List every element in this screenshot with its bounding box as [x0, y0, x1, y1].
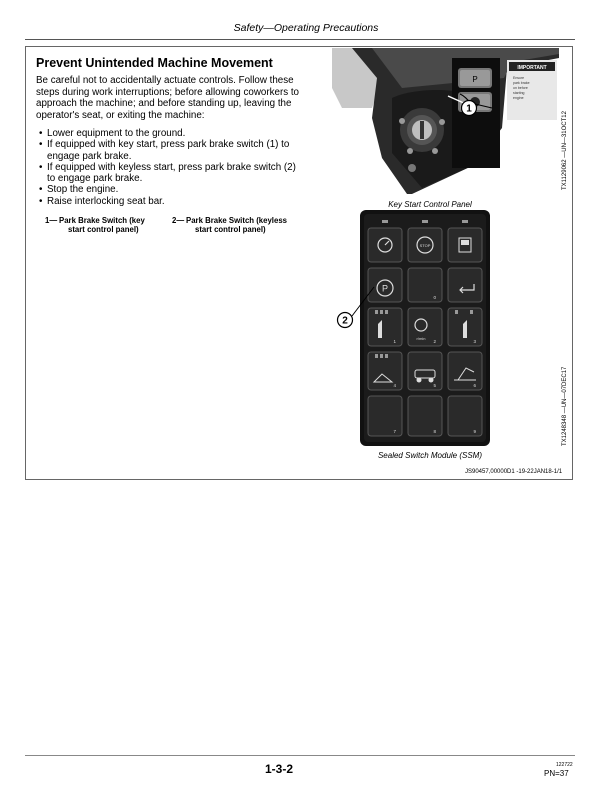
figure2-side-code: TX1248348 —UN—07DEC17: [562, 366, 568, 446]
ignition-switch: [400, 108, 444, 152]
callout-2: 2: [342, 315, 348, 327]
key-number: 1: [393, 339, 396, 344]
key-label-rpm: r/min: [416, 336, 426, 341]
key-number: 2: [433, 339, 436, 344]
legend-text: start control panel): [68, 225, 139, 234]
key-park-brake: [368, 268, 402, 302]
legend-text: Park Brake Switch (key: [59, 216, 145, 225]
reference-code: JS90457,00000D1 -19-22JAN18-1/1: [465, 469, 563, 475]
button-label: P: [472, 75, 478, 84]
key-0: [408, 268, 442, 302]
key-start-panel-photo: [332, 48, 559, 195]
sealed-switch-module: [330, 210, 570, 450]
key-number: 9: [473, 429, 476, 434]
figure1-caption: Key Start Control Panel: [388, 200, 472, 209]
key-number: 8: [433, 429, 436, 434]
key-5: [408, 352, 442, 390]
key-3: [448, 308, 482, 346]
key-number: 5: [433, 383, 436, 388]
sticker-text: park brake: [513, 81, 530, 85]
pn-label: PN=37: [544, 769, 569, 778]
bullet-item: • Stop the engine.: [36, 184, 306, 195]
key-number: 0: [433, 295, 436, 300]
section-title: Prevent Unintended Machine Movement: [36, 56, 273, 70]
sticker-text: engine: [513, 96, 524, 100]
key-4: [368, 352, 402, 390]
header-rule: [25, 39, 575, 40]
bullet-item: • If equipped with keyless start, press park brake switch (2) to engage park brake.: [36, 162, 306, 185]
page-header-title: Safety—Operating Precautions: [233, 22, 379, 34]
bullet-item: • Lower equipment to the ground.: [36, 128, 306, 139]
callout-1: 1: [466, 103, 472, 115]
key-label-stop: STOP: [419, 243, 431, 248]
key-2: [408, 308, 442, 346]
key-label-park: P: [381, 283, 389, 294]
key-number: 7: [393, 429, 396, 434]
figure1-side-code: TX1129062 —UN—31OCT12: [562, 111, 568, 190]
figure2-caption: Sealed Switch Module (SSM): [377, 451, 483, 460]
key-number: 6: [473, 383, 476, 388]
key-7: [368, 396, 402, 436]
footer-code: 122722: [556, 762, 573, 768]
page-number: 1-3-2: [265, 762, 294, 776]
key-number: 3: [473, 339, 476, 344]
sticker-text: Ensure: [513, 76, 525, 80]
legend-text: start control panel): [195, 225, 266, 234]
sticker-text: starting: [513, 91, 525, 95]
sticker-title: IMPORTANT: [517, 65, 547, 71]
legend-number: 1—: [45, 216, 58, 225]
key-8: [408, 396, 442, 436]
key-9: [448, 396, 482, 436]
legend-text: Park Brake Switch (keyless: [186, 216, 287, 225]
bullet-item: • Raise interlocking seat bar.: [36, 196, 306, 207]
key-enter: [448, 268, 482, 302]
key-6: [448, 352, 482, 390]
key-number: 4: [393, 383, 396, 388]
key-1: [368, 308, 402, 346]
legend-item-2: [172, 216, 287, 234]
intro-paragraph: Be careful not to accidentally actuate controls. Follow these steps during work interruptions; before allowing coworkers to approach the machine; and before standing up, leaving the operator's seat, or exiting the machine:: [36, 75, 300, 121]
legend-item-1: [45, 216, 145, 234]
footer-rule: [25, 755, 575, 756]
bullet-list: [36, 128, 306, 207]
legend-number: 2—: [172, 216, 185, 225]
sticker-text: on before: [513, 86, 528, 90]
bullet-item: • If equipped with key start, press park brake switch (1) to engage park brake.: [36, 139, 306, 162]
